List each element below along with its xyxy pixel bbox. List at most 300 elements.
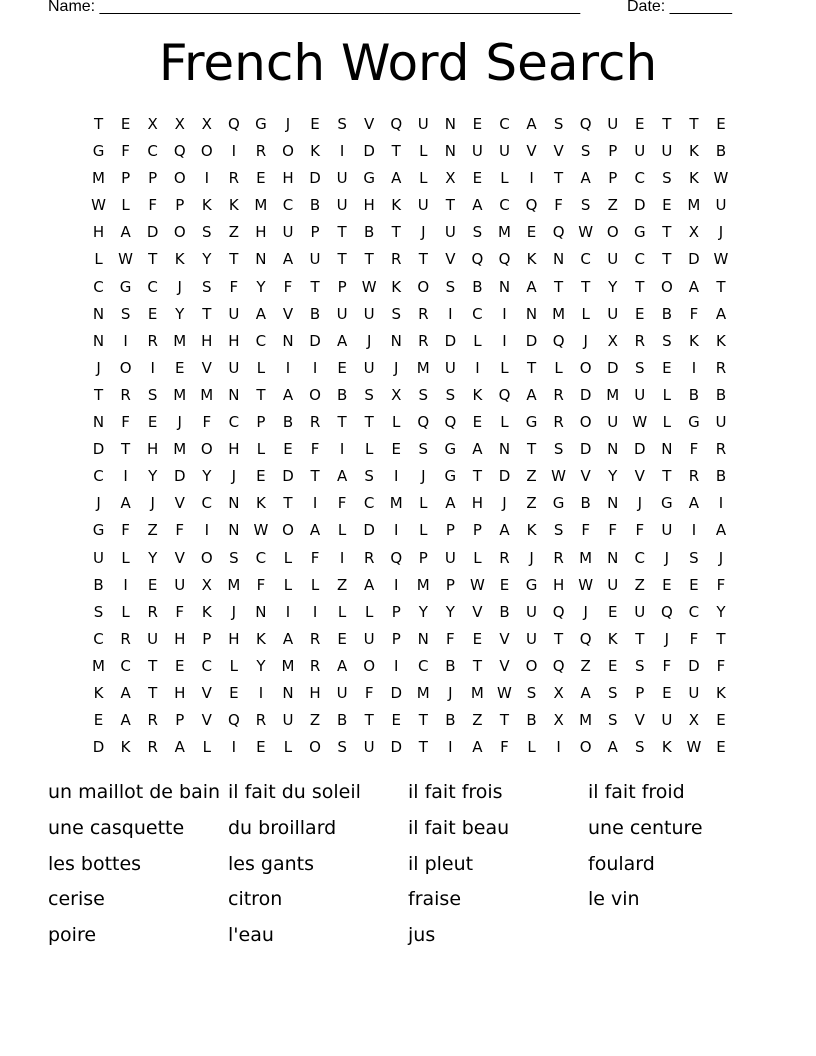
grid-letter: A <box>309 521 321 540</box>
grid-letter: A <box>715 521 727 540</box>
grid-letter: D <box>606 358 619 377</box>
grid-letter: I <box>204 521 209 540</box>
word-list-item: poire <box>48 924 97 947</box>
grid-letter: M <box>92 656 105 675</box>
grid-letter: T <box>283 494 293 513</box>
grid-letter: J <box>583 331 588 350</box>
grid-letter: U <box>526 629 538 648</box>
grid-letter: Y <box>256 656 266 675</box>
grid-letter: E <box>499 575 510 594</box>
grid-letter: U <box>715 196 727 215</box>
grid-letter: L <box>283 575 293 594</box>
grid-letter: P <box>202 629 212 648</box>
grid-letter: T <box>93 385 104 404</box>
grid-letter: V <box>499 656 510 675</box>
grid-letter: A <box>120 683 131 702</box>
grid-letter: H <box>228 629 240 648</box>
grid-letter: A <box>174 738 185 757</box>
grid-letter: C <box>634 169 646 188</box>
grid-letter: B <box>309 304 321 323</box>
grid-letter: D <box>688 656 700 675</box>
grid-letter: L <box>121 602 130 621</box>
grid-letter: E <box>256 738 266 757</box>
grid-letter: I <box>529 169 534 188</box>
word-list-item: citron <box>228 888 283 911</box>
grid-letter: E <box>662 683 672 702</box>
grid-letter: I <box>285 358 291 377</box>
grid-letter: E <box>472 629 483 648</box>
grid-letter: E <box>337 629 347 648</box>
grid-letter: C <box>147 142 158 161</box>
grid-letter: J <box>177 413 182 432</box>
grid-letter: L <box>202 738 211 757</box>
grid-letter: S <box>580 196 591 215</box>
grid-letter: H <box>309 683 321 702</box>
grid-letter: P <box>472 521 482 540</box>
grid-letter: J <box>502 494 507 513</box>
grid-letter: D <box>282 467 294 486</box>
grid-letter: E <box>716 115 726 133</box>
grid-letter: D <box>498 467 511 486</box>
grid-letter: B <box>526 711 537 730</box>
grid-letter: A <box>607 738 618 757</box>
grid-letter: P <box>310 223 320 242</box>
grid-letter: O <box>119 358 132 377</box>
grid-letter: K <box>93 683 104 702</box>
grid-letter: R <box>688 467 700 486</box>
grid-letter: J <box>718 548 724 567</box>
grid-letter: E <box>283 440 293 459</box>
grid-letter: L <box>419 169 428 188</box>
grid-letter: K <box>472 385 483 404</box>
grid-letter: U <box>363 738 375 757</box>
grid-letter: U <box>607 304 619 323</box>
grid-letter: T <box>121 440 131 459</box>
grid-letter: P <box>608 169 618 188</box>
grid-letter: F <box>446 629 455 648</box>
grid-letter: L <box>419 494 428 513</box>
grid-letter: A <box>282 629 294 648</box>
grid-letter: K <box>688 331 699 350</box>
grid-letter: I <box>285 602 291 621</box>
grid-letter: J <box>366 331 372 350</box>
grid-letter: T <box>581 277 591 296</box>
grid-letter: S <box>418 440 429 459</box>
word-list-item: les gants <box>228 852 315 875</box>
grid-letter: V <box>580 467 591 486</box>
grid-letter: B <box>715 467 727 486</box>
grid-letter: U <box>444 358 456 377</box>
grid-letter: N <box>228 385 240 404</box>
grid-letter: D <box>390 683 402 702</box>
grid-letter: C <box>418 656 429 675</box>
grid-letter: S <box>337 738 347 757</box>
grid-letter: I <box>339 440 345 459</box>
grid-letter: T <box>364 711 374 730</box>
grid-letter: Y <box>608 467 618 486</box>
grid-letter: J <box>421 223 426 242</box>
grid-letter: D <box>309 169 321 188</box>
grid-letter: T <box>337 250 347 269</box>
grid-letter: I <box>448 738 453 757</box>
grid-letter: W <box>686 738 702 757</box>
grid-letter: A <box>120 223 131 242</box>
grid-letter: T <box>554 629 564 648</box>
grid-letter: F <box>283 277 293 296</box>
grid-letter: A <box>391 169 402 188</box>
grid-letter: E <box>174 358 185 377</box>
grid-letter: C <box>228 413 240 432</box>
grid-letter: P <box>337 277 347 296</box>
grid-letter: F <box>175 521 185 540</box>
grid-letter: T <box>526 358 537 377</box>
grid-letter: B <box>499 602 510 621</box>
grid-letter: U <box>174 575 186 594</box>
grid-letter: G <box>688 413 700 432</box>
grid-letter: S <box>580 142 591 161</box>
grid-letter: H <box>201 331 213 350</box>
grid-letter: P <box>391 602 401 621</box>
grid-letter: E <box>662 358 672 377</box>
grid-letter: W <box>469 575 485 594</box>
grid-letter: A <box>688 277 700 296</box>
grid-letter: E <box>229 683 239 702</box>
grid-letter: R <box>309 656 321 675</box>
grid-letter: O <box>660 277 673 296</box>
grid-letter: H <box>228 331 240 350</box>
grid-letter: B <box>688 385 700 404</box>
grid-letter: W <box>713 250 729 269</box>
grid-letter: J <box>231 467 237 486</box>
grid-letter: J <box>96 494 101 513</box>
grid-letter: M <box>173 331 187 350</box>
grid-letter: F <box>662 656 672 675</box>
grid-letter: L <box>256 440 266 459</box>
grid-letter: V <box>364 115 375 133</box>
grid-letter: Q <box>471 250 484 269</box>
grid-letter: S <box>553 115 564 133</box>
grid-letter: O <box>309 385 321 404</box>
grid-letter: M <box>173 385 187 404</box>
grid-letter: B <box>93 575 104 594</box>
grid-letter: U <box>607 115 619 133</box>
word-list-item: il fait du soleil <box>228 781 361 803</box>
grid-letter: A <box>526 385 537 404</box>
grid-letter: T <box>472 656 482 675</box>
grid-letter: A <box>336 467 348 486</box>
grid-letter: C <box>201 494 213 513</box>
grid-letter: U <box>336 196 348 215</box>
grid-letter: C <box>634 548 646 567</box>
grid-letter: Y <box>256 277 266 296</box>
grid-letter: F <box>310 548 320 567</box>
grid-letter: S <box>662 331 672 350</box>
grid-letter: H <box>147 440 159 459</box>
grid-letter: C <box>255 331 267 350</box>
grid-letter: P <box>121 169 131 188</box>
grid-letter: Z <box>526 467 537 486</box>
grid-letter: I <box>312 358 318 377</box>
grid-letter: A <box>580 683 591 702</box>
grid-letter: U <box>661 711 673 730</box>
grid-letter: R <box>553 385 564 404</box>
grid-letter: H <box>174 629 186 648</box>
grid-letter: F <box>337 494 347 513</box>
grid-letter: E <box>256 467 266 486</box>
grid-letter: D <box>579 385 592 404</box>
grid-letter: L <box>554 358 563 377</box>
grid-letter: G <box>92 521 105 540</box>
grid-letter: U <box>634 142 646 161</box>
grid-letter: O <box>282 521 294 540</box>
grid-letter: E <box>256 169 266 188</box>
grid-letter: A <box>336 331 348 350</box>
grid-letter: A <box>445 494 456 513</box>
grid-letter: D <box>390 738 402 757</box>
grid-letter: I <box>718 494 724 513</box>
grid-letter: C <box>93 629 104 648</box>
grid-letter: K <box>526 521 537 540</box>
grid-letter: O <box>200 142 213 161</box>
grid-letter: Y <box>175 304 185 323</box>
grid-letter: I <box>123 331 128 350</box>
grid-letter: N <box>92 413 105 432</box>
grid-letter: F <box>608 521 618 540</box>
grid-letter: T <box>364 250 374 269</box>
grid-letter: I <box>448 304 453 323</box>
grid-letter: L <box>581 304 590 323</box>
grid-letter: R <box>715 358 727 377</box>
grid-letter: M <box>416 683 430 702</box>
grid-letter: Y <box>202 250 212 269</box>
grid-letter: L <box>283 738 293 757</box>
grid-letter: R <box>309 413 321 432</box>
grid-letter: X <box>688 711 700 730</box>
grid-letter: C <box>499 115 510 133</box>
grid-letter: I <box>394 467 399 486</box>
grid-letter: L <box>662 385 672 404</box>
grid-letter: P <box>148 169 158 188</box>
grid-letter: E <box>635 115 645 133</box>
grid-letter: K <box>688 169 699 188</box>
grid-letter: O <box>282 142 294 161</box>
grid-letter: U <box>147 629 159 648</box>
grid-letter: X <box>607 331 618 350</box>
grid-letter: X <box>201 575 212 594</box>
grid-letter: A <box>336 656 348 675</box>
grid-letter: J <box>231 602 237 621</box>
grid-letter: I <box>123 575 128 594</box>
grid-letter: V <box>282 304 294 323</box>
grid-letter: T <box>662 467 672 486</box>
grid-letter: A <box>499 521 510 540</box>
grid-letter: A <box>688 494 700 513</box>
grid-letter: U <box>444 223 456 242</box>
grid-letter: O <box>579 358 592 377</box>
grid-letter: T <box>716 277 726 296</box>
grid-letter: B <box>580 494 591 513</box>
grid-letter: T <box>148 683 158 702</box>
grid-letter: W <box>578 223 594 242</box>
grid-letter: R <box>363 548 375 567</box>
grid-letter: R <box>418 304 429 323</box>
grid-letter: U <box>715 413 727 432</box>
grid-letter: M <box>552 304 566 323</box>
grid-letter: Q <box>390 115 403 133</box>
grid-letter: Y <box>148 467 158 486</box>
grid-letter: T <box>148 250 158 269</box>
word-list-item: du broillard <box>228 816 337 839</box>
grid-letter: H <box>552 575 565 594</box>
grid-letter: A <box>282 385 294 404</box>
grid-letter: E <box>120 115 131 133</box>
grid-letter: Z <box>526 494 537 513</box>
grid-letter: Y <box>716 602 726 621</box>
grid-letter: U <box>634 602 646 621</box>
grid-letter: X <box>553 711 564 730</box>
grid-letter: U <box>526 602 538 621</box>
grid-letter: Q <box>227 115 240 133</box>
grid-letter: L <box>419 142 428 161</box>
grid-letter: Z <box>580 656 591 675</box>
grid-letter: T <box>418 738 428 757</box>
grid-letter: E <box>716 738 726 757</box>
grid-letter: K <box>526 250 537 269</box>
grid-letter: Z <box>336 575 348 594</box>
word-list-item: foulard <box>588 852 655 875</box>
grid-letter: U <box>228 304 240 323</box>
grid-letter: G <box>525 575 538 594</box>
grid-letter: G <box>119 277 132 296</box>
grid-letter: N <box>282 683 294 702</box>
grid-letter: C <box>472 304 483 323</box>
word-list-item: fraise <box>408 888 462 911</box>
grid-letter: R <box>499 548 510 567</box>
grid-letter: G <box>633 223 646 242</box>
grid-letter: Y <box>445 602 455 621</box>
grid-letter: Q <box>579 629 592 648</box>
grid-letter: L <box>121 196 130 215</box>
grid-letter: I <box>339 548 345 567</box>
grid-letter: S <box>635 738 645 757</box>
grid-letter: Q <box>173 142 186 161</box>
grid-letter: M <box>281 656 295 675</box>
grid-letter: F <box>716 575 726 594</box>
grid-letter: Z <box>147 521 158 540</box>
grid-letter: K <box>716 683 726 702</box>
grid-letter: D <box>444 331 457 350</box>
grid-letter: D <box>363 521 375 540</box>
grid-letter: A <box>282 250 294 269</box>
grid-letter: T <box>635 277 645 296</box>
grid-letter: L <box>256 358 266 377</box>
grid-letter: O <box>417 277 430 296</box>
grid-letter: Z <box>634 575 645 594</box>
grid-letter: S <box>202 223 212 242</box>
letter-grid <box>85 111 737 761</box>
grid-letter: Y <box>418 602 428 621</box>
grid-letter: Q <box>417 413 430 432</box>
grid-letter: S <box>526 683 537 702</box>
grid-letter: U <box>471 142 483 161</box>
grid-letter: J <box>529 548 534 567</box>
grid-letter: L <box>473 548 482 567</box>
grid-letter: R <box>715 440 727 459</box>
grid-letter: N <box>92 331 105 350</box>
grid-letter: U <box>661 142 673 161</box>
grid-letter: T <box>418 250 428 269</box>
grid-letter: T <box>418 711 428 730</box>
grid-letter: O <box>579 413 592 432</box>
grid-letter: U <box>417 115 429 133</box>
grid-letter: V <box>174 494 185 513</box>
grid-letter: F <box>256 575 266 594</box>
grid-letter: N <box>661 440 673 459</box>
grid-letter: I <box>231 142 237 161</box>
grid-letter: E <box>607 602 618 621</box>
grid-letter: F <box>121 521 130 540</box>
grid-letter: Q <box>498 385 511 404</box>
grid-letter: E <box>472 115 483 133</box>
grid-letter: U <box>93 548 105 567</box>
grid-letter: K <box>607 629 618 648</box>
grid-letter: E <box>391 711 401 730</box>
page-title: French Word Search <box>158 34 658 92</box>
word-list-item: une centure <box>588 816 703 839</box>
grid-letter: Z <box>607 196 618 215</box>
grid-letter: R <box>147 331 158 350</box>
grid-letter: D <box>634 440 646 459</box>
grid-letter: M <box>227 575 241 594</box>
grid-letter: X <box>445 169 456 188</box>
grid-letter: H <box>228 440 240 459</box>
grid-letter: P <box>445 521 455 540</box>
grid-letter: V <box>499 629 510 648</box>
grid-letter: I <box>123 467 128 486</box>
grid-letter: Q <box>579 115 592 133</box>
grid-letter: L <box>392 413 401 432</box>
grid-letter: B <box>282 413 294 432</box>
grid-letter: D <box>173 467 186 486</box>
grid-letter: I <box>231 738 237 757</box>
grid-letter: T <box>202 304 212 323</box>
grid-letter: T <box>689 115 699 133</box>
grid-letter: L <box>94 250 103 269</box>
grid-letter: J <box>150 494 155 513</box>
grid-letter: W <box>578 575 594 594</box>
grid-letter: C <box>93 467 104 486</box>
grid-letter: V <box>201 711 212 730</box>
grid-letter: S <box>364 385 374 404</box>
grid-letter: T <box>229 250 239 269</box>
grid-letter: D <box>525 331 538 350</box>
header <box>0 0 816 22</box>
word-list-item: une casquette <box>48 816 185 839</box>
grid-letter: E <box>147 575 158 594</box>
grid-letter: I <box>691 358 697 377</box>
grid-letter: T <box>472 467 482 486</box>
grid-letter: N <box>607 494 619 513</box>
grid-letter: U <box>336 683 348 702</box>
grid-letter: E <box>147 413 158 432</box>
grid-letter: U <box>336 169 348 188</box>
grid-letter: U <box>363 358 375 377</box>
grid-letter: B <box>445 711 456 730</box>
grid-letter: U <box>282 711 294 730</box>
grid-letter: E <box>662 575 672 594</box>
grid-letter: U <box>228 358 240 377</box>
grid-letter: E <box>716 711 726 730</box>
